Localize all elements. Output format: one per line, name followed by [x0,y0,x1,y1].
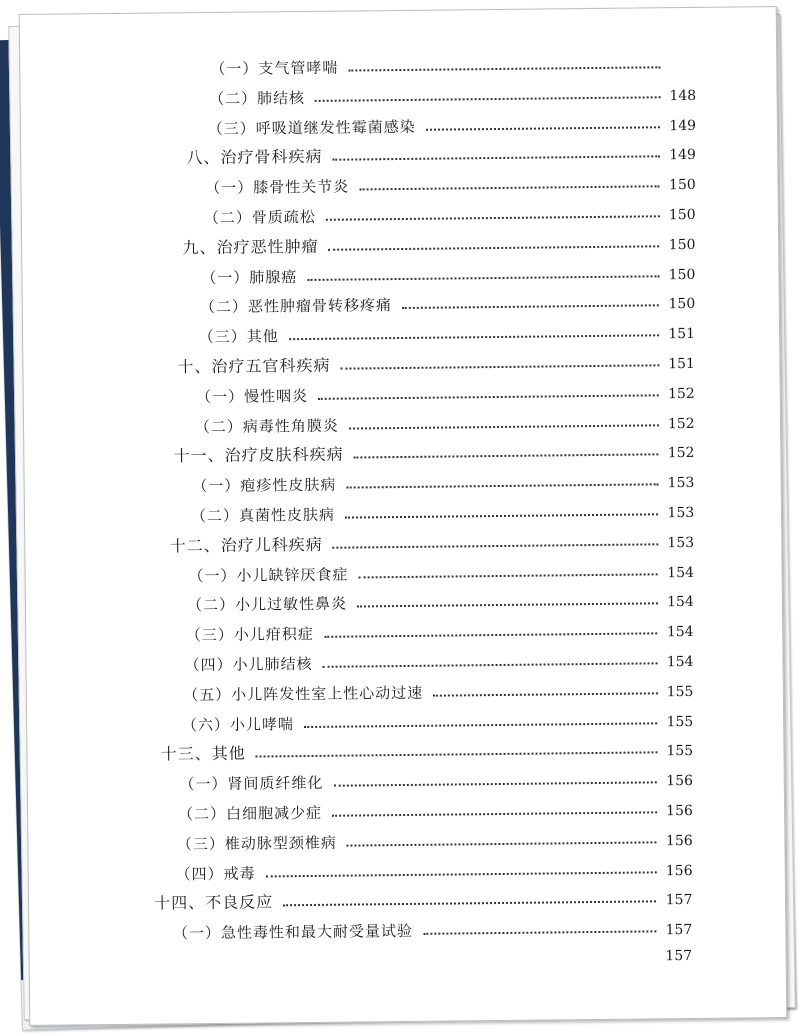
dot-leader [323,662,658,668]
toc-entry [187,584,694,615]
toc-entry-label: （一）肾间质纤维化 [179,774,324,794]
dot-leader [359,185,660,190]
toc-entry-label: （四）小儿肺结核 [184,654,313,675]
dot-leader [423,931,656,935]
dot-leader [349,424,659,429]
toc-entry-page: 152 [667,385,695,403]
toc-entry-page: 154 [666,624,694,641]
toc-entry [186,614,694,645]
dot-leader [315,96,660,102]
toc-entry-page: 157 [665,922,693,939]
toc-entry-page: 155 [666,683,694,701]
toc-entry-label: （一）支气管哮喘 [210,58,339,78]
toc-entry-label: （一）小儿缺锌厌食症 [188,565,349,585]
toc-entry [161,733,694,765]
dot-leader [266,871,657,877]
toc-entry-label: （一）慢性咽炎 [196,386,309,406]
toc-entry-page: 150 [668,296,696,313]
dot-leader [333,543,658,548]
toc-entry [183,674,693,705]
dot-leader [324,633,658,638]
toc-entry [200,286,695,317]
toc-entry-page: 153 [667,475,695,492]
toc-entry-label: （六）小儿哮喘 [181,714,295,734]
toc-page [19,6,788,1026]
trailing-page-number: 157 [665,947,693,965]
toc-entry-page: 149 [669,147,696,164]
toc-entry-label: 十、治疗五官科疾病 [177,355,331,377]
toc-entry-page: 156 [665,862,693,879]
toc-entry-label: 九、治疗恶性肿瘤 [182,236,319,258]
toc-entry-page: 150 [668,266,696,283]
toc-entry [186,137,696,168]
toc-entry-label: （五）小儿阵发性室上性心动过速 [183,683,424,705]
toc-entry-page: 154 [667,594,694,611]
toc-entry-page: 156 [666,773,694,790]
toc-entry [210,48,696,79]
toc-entry-label: （三）呼吸道继发性霉菌感染 [207,117,416,138]
dot-leader [346,484,658,489]
toc-entry [204,197,696,228]
toc-entry [199,316,696,347]
toc-entry-page: 153 [667,504,695,522]
toc-entry [182,227,695,258]
toc-entry-page: 157 [665,892,693,909]
toc-entry-page: 155 [666,743,694,760]
dot-leader [333,782,657,787]
dot-leader [433,692,657,696]
dot-leader [307,275,659,281]
toc-entry [196,376,695,407]
toc-entry [209,78,696,109]
toc-entry [201,257,695,288]
toc-entry-page: 148 [669,87,697,104]
dot-leader [340,364,658,369]
toc-entry-label: （二）恶性肿瘤骨转移疼痛 [199,296,393,317]
dot-leader [332,156,659,161]
toc-entry [178,793,693,824]
dot-leader [329,245,660,250]
toc-entry-label: 十四、不良反应 [154,892,274,914]
toc-entry [179,763,693,794]
dot-leader [354,454,659,459]
toc-entry-page: 156 [665,832,693,850]
toc-entry-label: 十二、治疗儿科疾病 [169,534,323,556]
trailing-page-number-row [662,938,692,964]
dot-leader [289,334,659,340]
toc-entry-label: （三）其他 [198,327,279,347]
toc-entry-label: （二）白细胞减少症 [178,803,323,824]
toc-entry-label: （三）小儿疳积症 [185,625,314,645]
toc-entry-page: 150 [668,236,696,253]
toc-entry-label: （四）戒毒 [175,864,256,883]
toc-entry [177,823,693,854]
dot-leader [426,126,660,130]
toc-entry-page: 151 [668,355,696,373]
toc-entry [170,525,695,556]
toc-entry-label: 八、治疗骨科疾病 [186,147,323,168]
toc-entry-label: （二）骨质疏松 [203,207,316,228]
toc-entry-page: 149 [669,117,697,134]
toc-entry-label: （二）小儿过敏性鼻炎 [187,594,348,615]
toc-entry-label: （一）急性毒性和最大耐受量试验 [172,922,414,943]
toc-entry [208,108,697,139]
toc-entry-page: 152 [667,445,695,462]
toc-entry [188,555,694,586]
toc-entry [182,704,694,735]
toc-entry-page: 154 [666,653,694,671]
toc-entry-page: 153 [667,534,695,552]
toc-entry-page: 154 [667,564,695,581]
toc-entry-page: 150 [668,177,696,194]
toc-entry-page: 155 [666,713,694,730]
dot-leader [318,394,659,400]
dot-leader [357,603,658,608]
dot-leader [348,66,660,71]
dot-leader [347,841,657,846]
toc-entry-label: （一）疱疹性皮肤病 [192,475,337,496]
dot-leader [256,752,657,758]
toc-entry [173,435,694,466]
dot-leader [345,513,658,518]
toc-entry-page: 150 [668,206,696,224]
toc-entry [205,167,696,198]
toc-entry [177,346,695,377]
toc-entry-label: （三）椎动脉型颈椎病 [176,833,337,854]
toc-entry-label: （二）肺结核 [208,88,306,108]
dot-leader [402,305,659,310]
toc-entry-page: 152 [667,415,695,432]
toc-entry-page: 156 [666,802,693,820]
toc-entry [192,465,694,496]
toc-entry-label: 十三、其他 [160,744,246,764]
dot-leader [358,573,658,578]
toc-entry-label: （一）肺腺癌 [201,267,298,287]
toc-entry-label: 十一、治疗皮肤科疾病 [173,445,344,466]
table-of-contents [20,7,787,1025]
toc-entry-label: （一）膝骨性关节炎 [205,177,350,198]
toc-entry [173,912,693,943]
toc-entry [175,853,692,884]
dot-leader [326,215,660,220]
toc-entry [154,882,692,914]
dot-leader [332,811,657,816]
dot-leader [283,901,656,907]
toc-entry [191,495,694,526]
toc-entry-label: （二）病毒性角膜炎 [194,416,339,436]
toc-entry-page: 151 [668,326,696,343]
toc-entry [184,644,693,675]
dot-leader [304,722,657,728]
toc-entry-label: （二）真菌性皮肤病 [190,505,336,526]
toc-entry [195,406,695,437]
